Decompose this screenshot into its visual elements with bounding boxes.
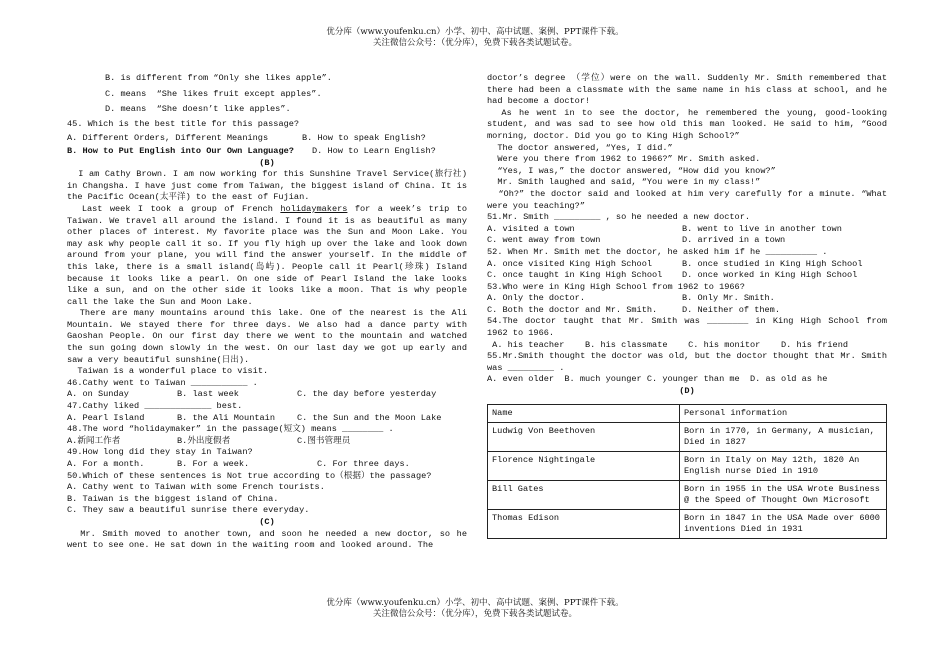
passage-c-para-2: As he went in to see the doctor, he remembered the young, good-looking student, and was sad to see how old this man looked. He said to him, “Good morning, doctor. Did you go to King High School?” <box>487 107 893 141</box>
table-row <box>488 451 887 480</box>
q51-option-c: C. went away from town <box>487 235 601 246</box>
table-cell-info: Born in 1847 in the USA Made over 6000 inventions Died in 1931 <box>680 509 887 538</box>
q53-option-b: B. Only Mr. Smith. <box>682 293 775 304</box>
dialogue-line-4: Mr. Smith laughed and said, “You were in my class!” <box>487 177 761 188</box>
q52-option-b: B. once studied in King High School <box>682 258 863 269</box>
q47-option-a: A. Pearl Island <box>67 412 145 423</box>
passage-b-para-1: I am Cathy Brown. I am now working for this Sunshine Travel Service(旅行社) in Changsha. I have just come from Taiwan, the biggest island of China. It is the Pacific Ocean(太平洋) to the east of Fujian. <box>67 169 473 203</box>
q51-option-b: B. went to live in another town <box>682 223 842 234</box>
q51-stem: 51.Mr. Smith _________ , so he needed a new doctor. <box>487 212 751 223</box>
q47-stem: 47.Cathy liked _____________ best. <box>67 401 243 412</box>
table-cell-name: Thomas Edison <box>488 509 680 538</box>
header-line-2: 关注微信公众号：（优分库），免费下载各类试题试卷。 <box>372 38 577 48</box>
q47-option-b: B. the Ali Mountain <box>177 412 275 423</box>
passage-b-para-4: Taiwan is a wonderful place to visit. <box>67 366 269 377</box>
table-row <box>488 509 887 538</box>
q53-options-row1 <box>487 293 887 305</box>
passage-b-para-3: There are many mountains around this lake. One of the nearest is the Ali Mountain. We stayed there for three days. We also had a dance party with Gaoshan People. On our first day there we went to the mountain and watched the sun going down slowly in the west. On our last day we got up early and saw a very beautiful sunshine(日出). <box>67 308 473 365</box>
table-header-row <box>488 404 887 422</box>
table-cell-info: Born in Italy on May 12th, 1820 An English nurse Died in 1910 <box>680 451 887 480</box>
q53-options-row2 <box>487 305 887 317</box>
q52-stem: 52. When Mr. Smith met the doctor, he asked him if he __________ . <box>487 246 828 257</box>
passage-d-label: (D) <box>679 386 695 397</box>
table-header-name: Name <box>488 404 680 422</box>
q52-option-c: C. once taught in King High School <box>487 270 663 281</box>
q45-option-d: D. How to Learn English? <box>312 145 436 156</box>
q45-options-row1 <box>67 133 467 145</box>
q53-option-a: A. Only the doctor. <box>487 293 585 304</box>
q47-options <box>67 413 467 425</box>
q46-option-a: A. on Sunday <box>67 389 129 400</box>
table-row <box>488 480 887 509</box>
q46-option-c: C. the day before yesterday <box>297 389 437 400</box>
passage-c-para-1-cont: doctor’s degree （学位）were on the wall. Suddenly Mr. Smith remembered that there had been a classmate with the same name in his class at school, and he had become a doctor! <box>487 73 893 107</box>
q55-options: A. even older B. much younger C. younger than me D. as old as he <box>487 374 828 385</box>
footer-line-2: 关注微信公众号：（优分库），免费下载各类试题试卷。 <box>372 609 577 619</box>
q52-options-row2 <box>487 270 887 282</box>
passage-b-label: (B) <box>259 157 275 168</box>
dialogue-line-1: The doctor answered, “Yes, I did.” <box>487 142 673 153</box>
q48-option-b: B.外出度假者 <box>177 435 231 446</box>
q48-options <box>67 436 467 448</box>
q45-stem: 45. Which is the best title for this passage? <box>67 118 300 129</box>
left-column <box>67 73 473 552</box>
q54-stem: 54.The doctor taught that Mr. Smith was ________ in King High School from 1962 to 1966. <box>487 316 893 339</box>
q50-option-a: A. Cathy went to Taiwan with some French tourists. <box>67 482 325 493</box>
table-cell-name: Florence Nightingale <box>488 451 680 480</box>
q44-option-d: D. means “She doesn’t like apples”. <box>105 104 291 115</box>
info-table <box>487 404 887 539</box>
q49-option-a: A. For a month. <box>67 459 145 469</box>
q51-option-a: A. visited a town <box>487 223 575 234</box>
table-cell-info: Born in 1770, in Germany, A musician, Died in 1827 <box>680 422 887 451</box>
q52-option-d: D. once worked in King High School <box>682 270 858 281</box>
q48-option-a: A.新闻工作者 <box>67 435 121 446</box>
passage-c-label: (C) <box>259 516 275 527</box>
q45-options-row2 <box>67 146 467 158</box>
q46-options <box>67 389 467 401</box>
q44-option-c: C. means “She likes fruit except apples”. <box>105 88 322 99</box>
page-footer <box>0 598 950 620</box>
dialogue-line-3: “Yes, I was,” the doctor answered, “How did you know?” <box>487 165 776 176</box>
passage-b-para-2-rest: for a week’s trip to Taiwan. We travel all around the island. I found it is as beautiful as many other places of interest. My favorite place was the Sun and Moon Lake. You may ask why people call it so. If you fly high up over the lake and look down around from your plane, you will find the answer yourself. In the middle of this lake, there is a small island(岛屿). People call it Pearl(珍珠) Island because it looks like a pearl. On one side of Pearl Island the lake looks like a sun, and on the other side it looks like a moon. That is why people call the lake the Sun and Moon Lake. <box>67 203 473 307</box>
passage-b-para-2-start: Last week I took a group of French <box>67 203 281 214</box>
q49-stem: 49.How long did they stay in Taiwan? <box>67 447 253 458</box>
table-cell-info: Born in 1955 in the USA Wrote Business @ the Speed of Thought Own Microsoft <box>680 480 887 509</box>
q52-options-row1 <box>487 259 887 271</box>
dialogue-line-2: Were you there from 1962 to 1966?” Mr. Smith asked. <box>487 154 761 165</box>
q47-option-c: C. the Sun and the Moon Lake <box>297 412 442 423</box>
q45-option-b: B. How to speak English? <box>302 133 426 144</box>
right-column <box>487 73 893 539</box>
header-line-1: 优分库（www.youfenku.cn）小学、初中、高中试题、案例、PPT课件下载。 <box>326 27 624 37</box>
q50-option-b: B. Taiwan is the biggest island of China. <box>67 493 279 504</box>
q49-option-b: B. For a week. <box>177 459 250 469</box>
q53-option-d: D. Neither of them. <box>682 304 780 315</box>
q53-stem: 53.Who were in King High School from 1962 to 1966? <box>487 281 745 292</box>
table-row <box>488 422 887 451</box>
table-cell-name: Ludwig Von Beethoven <box>488 422 680 451</box>
q50-option-c: C. They saw a beautiful sunrise there everyday. <box>67 505 310 516</box>
table-header-info: Personal information <box>680 404 887 422</box>
q51-option-d: D. arrived in a town <box>682 235 786 246</box>
q46-option-b: B. last week <box>177 389 239 400</box>
q48-stem: 48.The word “holidaymaker” in the passage(短文) means ________ . <box>67 424 394 435</box>
q51-options-row1 <box>487 224 887 236</box>
underlined-word-holidaymakers: holidaymakers <box>280 203 348 214</box>
q49-option-c: C. For three days. <box>317 459 410 469</box>
q45-option-c: B. How to Put English into Our Own Language? <box>67 145 294 156</box>
footer-line-1: 优分库（www.youfenku.cn）小学、初中、高中试题、案例、PPT课件下载。 <box>326 598 624 608</box>
q49-options <box>67 459 467 471</box>
q48-option-c: C.图书管理员 <box>297 435 351 446</box>
q44-option-b: B. is different from “Only she likes apple”. <box>105 73 332 83</box>
q54-options: A. his teacher B. his classmate C. his monitor D. his friend <box>487 339 849 350</box>
q52-option-a: A. once visited King High School <box>487 258 653 269</box>
q55-stem: 55.Mr.Smith thought the doctor was old, but the doctor thought that Mr. Smith was _________ . <box>487 351 893 373</box>
q53-option-c: C. Both the doctor and Mr. Smith. <box>487 304 658 315</box>
q46-stem: 46.Cathy went to Taiwan ___________ . <box>67 377 258 388</box>
q45-option-a: A. Different Orders, Different Meanings <box>67 133 269 144</box>
dialogue-line-5: “Oh?” the doctor said and looked at him very carefully for a minute. “What were you teaching?” <box>487 188 893 211</box>
q50-stem: 50.Which of these sentences is Not true according to（根据）the passage? <box>67 470 432 481</box>
q51-options-row2 <box>487 235 887 247</box>
page-header <box>0 27 950 49</box>
passage-c-para-1: Mr. Smith moved to another town, and soon he needed a new doctor, so he went to see one. He sat down in the waiting room and looked around. The <box>67 528 473 551</box>
table-cell-name: Bill Gates <box>488 480 680 509</box>
passage-b-para-2 <box>67 203 473 308</box>
